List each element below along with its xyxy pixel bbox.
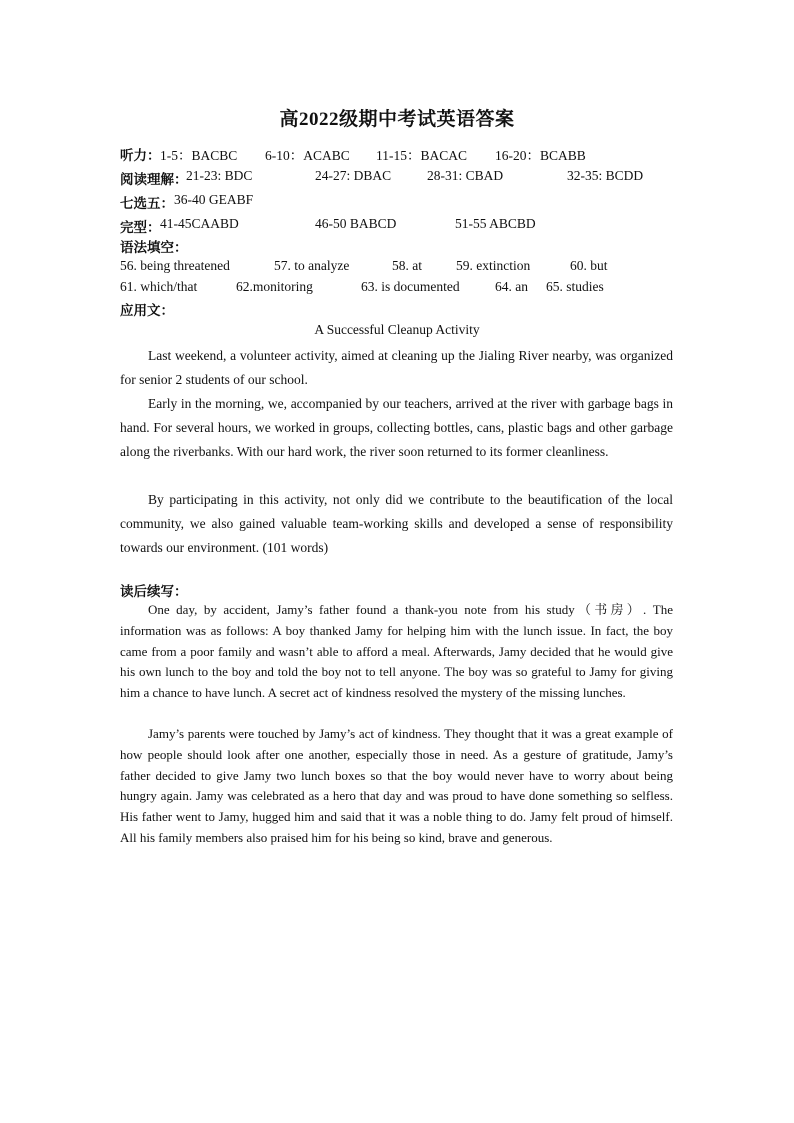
continuation-label: 读后续写：	[120, 584, 188, 599]
cloze-answer: 41-45CAABD	[160, 216, 239, 231]
grammar-answer: 57. to analyze	[274, 258, 350, 273]
application-label: 应用文：	[120, 303, 174, 318]
reading-label: 阅读理解：	[120, 172, 188, 187]
seven-choose-five-answer: 36-40 GEABF	[174, 192, 254, 207]
story-paragraph: Jamy’s parents were touched by Jamy’s act of kindness. They thought that it was a great example of how people should look after one another, especially those in need. As a gesture of gratitude, Jamy’s father decided to give Jamy two lunch boxes so that the boy would never have to worry about being hungry again. Jamy was celebrated as a hero that day and was proud to have done something so selfless. His father went to Jamy, hugged him and said that it was a noble thing to do. Jamy felt proud of himself. All his family members also praised him for his being so kind, brave and generous.	[120, 726, 673, 845]
essay-paragraph: Last weekend, a volunteer activity, aimed at cleaning up the Jialing River nearby, was organized for senior 2 students of our school.	[120, 348, 673, 387]
listening-answer: 11-15：BACAC	[376, 148, 468, 163]
essay-paragraph: By participating in this activity, not only did we contribute to the beautification of the local community, we also gained valuable team-working skills and developed a sense of responsibility towards our environment. (101 words)	[120, 492, 673, 555]
grammar-answer: 60. but	[570, 258, 608, 273]
grammar-answer: 58. at	[392, 258, 422, 273]
reading-answer: 28-31: CBAD	[427, 168, 504, 183]
reading-answer: 24-27: DBAC	[315, 168, 392, 183]
cloze-answer: 46-50 BABCD	[315, 216, 397, 231]
grammar-answer: 64. an	[495, 279, 528, 294]
grammar-answer: 63. is documented	[361, 279, 460, 294]
listening-label: 听力：	[120, 148, 161, 163]
story-paragraph: One day, by accident, Jamy’s father found a thank-you note from his study（书房）. The information was as follows: A boy thanked Jamy for helping him with the lunch issue. In fact, the boy came from a poor family and wasn’t able to afford a meal. Afterwards, Jamy decided that he would give his own lunch to the boy and told the boy not to tell anyone. The boy was so grateful to Jamy for giving him a chance to have lunch. A secret act of kindness resolved the mystery of the missing lunches.	[120, 602, 673, 701]
listening-answer: 6-10：ACABC	[265, 148, 350, 163]
grammar-answer: 65. studies	[546, 279, 604, 294]
reading-answer: 21-23: BDC	[186, 168, 253, 183]
cloze-label: 完型：	[120, 220, 161, 235]
grammar-answer: 62.monitoring	[236, 279, 313, 294]
grammar-label: 语法填空：	[120, 240, 188, 255]
grammar-answer: 56. being threatened	[120, 258, 230, 273]
listening-answer: 1-5：BACBC	[160, 148, 238, 163]
reading-answer: 32-35: BCDD	[567, 168, 644, 183]
listening-answer: 16-20：BCABB	[495, 148, 586, 163]
essay-paragraph: Early in the morning, we, accompanied by our teachers, arrived at the river with garbage bags in hand. For several hours, we worked in groups, collecting bottles, cans, plastic bags and other garbage along the riverbanks. With our hard work, the river soon returned to its former cleanliness.	[120, 396, 673, 459]
essay-title: A Successful Cleanup Activity	[314, 322, 480, 337]
grammar-answer: 59. extinction	[456, 258, 531, 273]
seven-choose-five-label: 七选五：	[120, 196, 174, 211]
cloze-answer: 51-55 ABCBD	[455, 216, 536, 231]
grammar-answer: 61. which/that	[120, 279, 198, 294]
page-title: 高2022级期中考试英语答案	[279, 109, 515, 130]
